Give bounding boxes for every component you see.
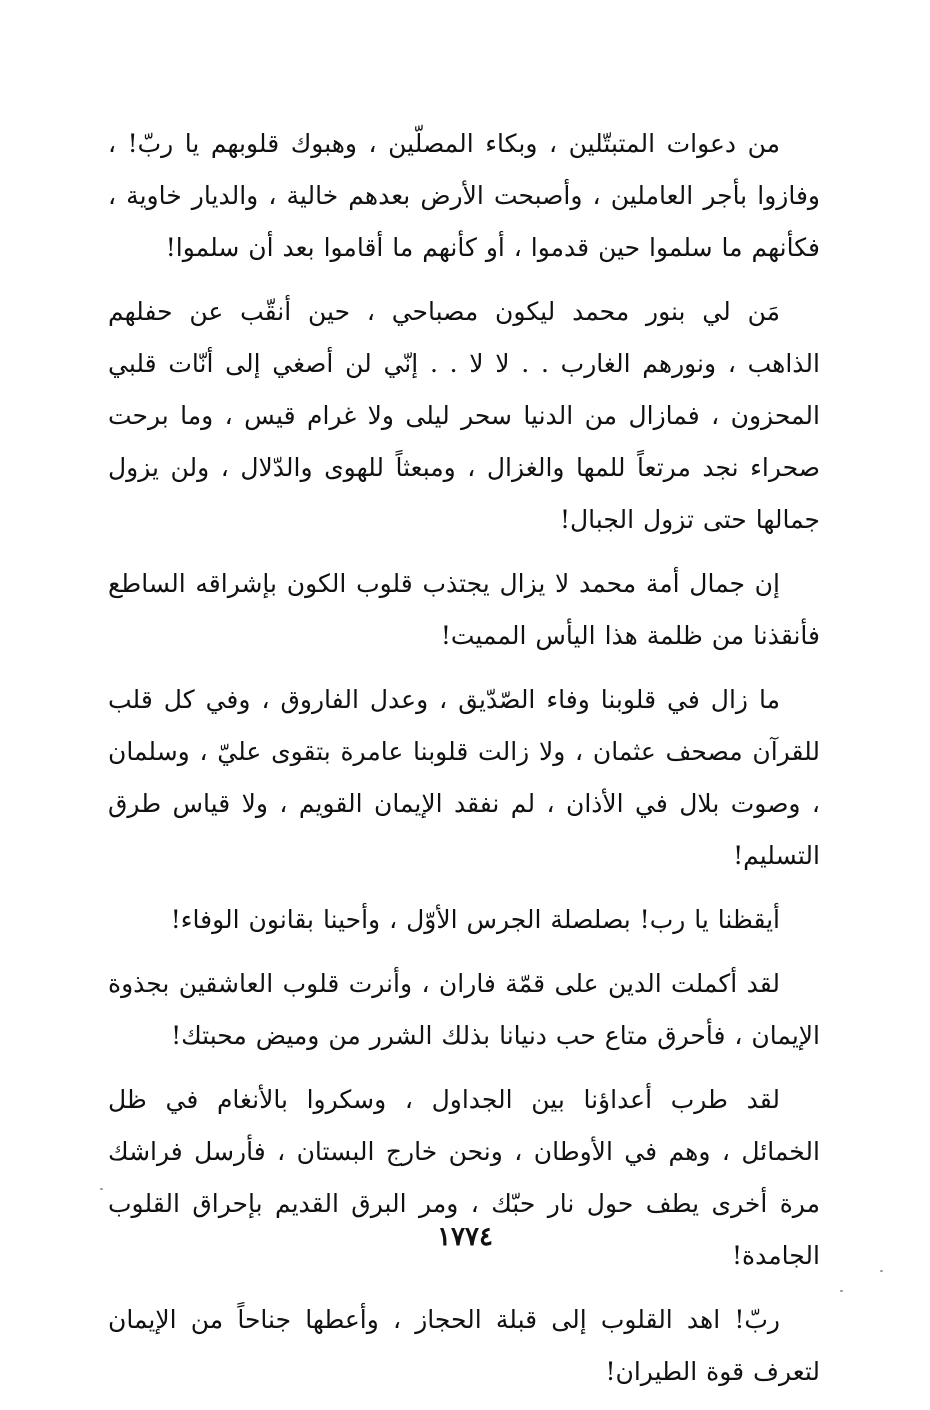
paragraph-4: ما زال في قلوبنا وفاء الصّدّيق ، وعدل الفاروق ، وفي كل قلب للقرآن مصحف عثمان ، ولا زالت قلوبنا عامرة بتقوى عليّ ، وسلمان ، وصوت بلال في الأذان ، لم نفقد الإيمان القويم ، ولا قياس طرق التسليم! (108, 685, 820, 870)
page-number: ١٧٧٤ (437, 1222, 493, 1252)
paragraph-7: لقد طرب أعداؤنا بين الجداول ، وسكروا بالأنغام في ظل الخمائل ، وهم في الأوطان ، ونحن خارج البستان ، فأرسل فراشك مرة أخرى يطف حول نار حبّك ، ومر البرق القديم بإحراق القلوب الجامدة! (108, 1085, 820, 1270)
paragraph-5: أيقظنا يا رب! بصلصلة الجرس الأوّل ، وأحينا بقانون الوفاء! (170, 905, 780, 934)
paragraph-3: إن جمال أمة محمد لا يزال يجتذب قلوب الكون بإشراقه الساطع فأنقذنا من ظلمة هذا اليأس المميت! (108, 569, 820, 650)
paragraph-6: لقد أكملت الدين على قمّة فاران ، وأنرت قلوب العاشقين بجذوة الإيمان ، فأحرق متاع حب دنيانا بذلك الشرر من وميض محبتك! (108, 969, 820, 1050)
paragraph-2: مَن لي بنور محمد ليكون مصباحي ، حين أنقّب عن حفلهم الذاهب ، ونورهم الغارب . . لا لا . . إنّي لن أصغي إلى أنّات قلبي المحزون ، فمازال من الدنيا سحر ليلى ولا غرام قيس ، وما برحت صحراء نجد مرتعاً للمها والغزال ، ومبعثاً للهوى والدّلال ، ولن يزول جمالها حتى تزول الجبال! (108, 297, 820, 534)
scan-speck (100, 1188, 103, 1190)
body-text (108, 118, 820, 1410)
scan-speck (840, 1290, 843, 1292)
paragraph-1: من دعوات المتبتّلين ، وبكاء المصلّين ، وهبوك قلوبهم يا ربّ! ، وفازوا بأجر العاملين ، وأصبحت الأرض بعدهم خالية ، والديار خاوية ، فكأنهم ما سلموا حين قدموا ، أو كأنهم ما أقاموا بعد أن سلموا! (108, 129, 820, 262)
paragraph-8: ربّ! اهد القلوب إلى قبلة الحجاز ، وأعطها جناحاً من الإيمان لتعرف قوة الطيران! (108, 1305, 820, 1386)
scan-speck (880, 1270, 883, 1272)
